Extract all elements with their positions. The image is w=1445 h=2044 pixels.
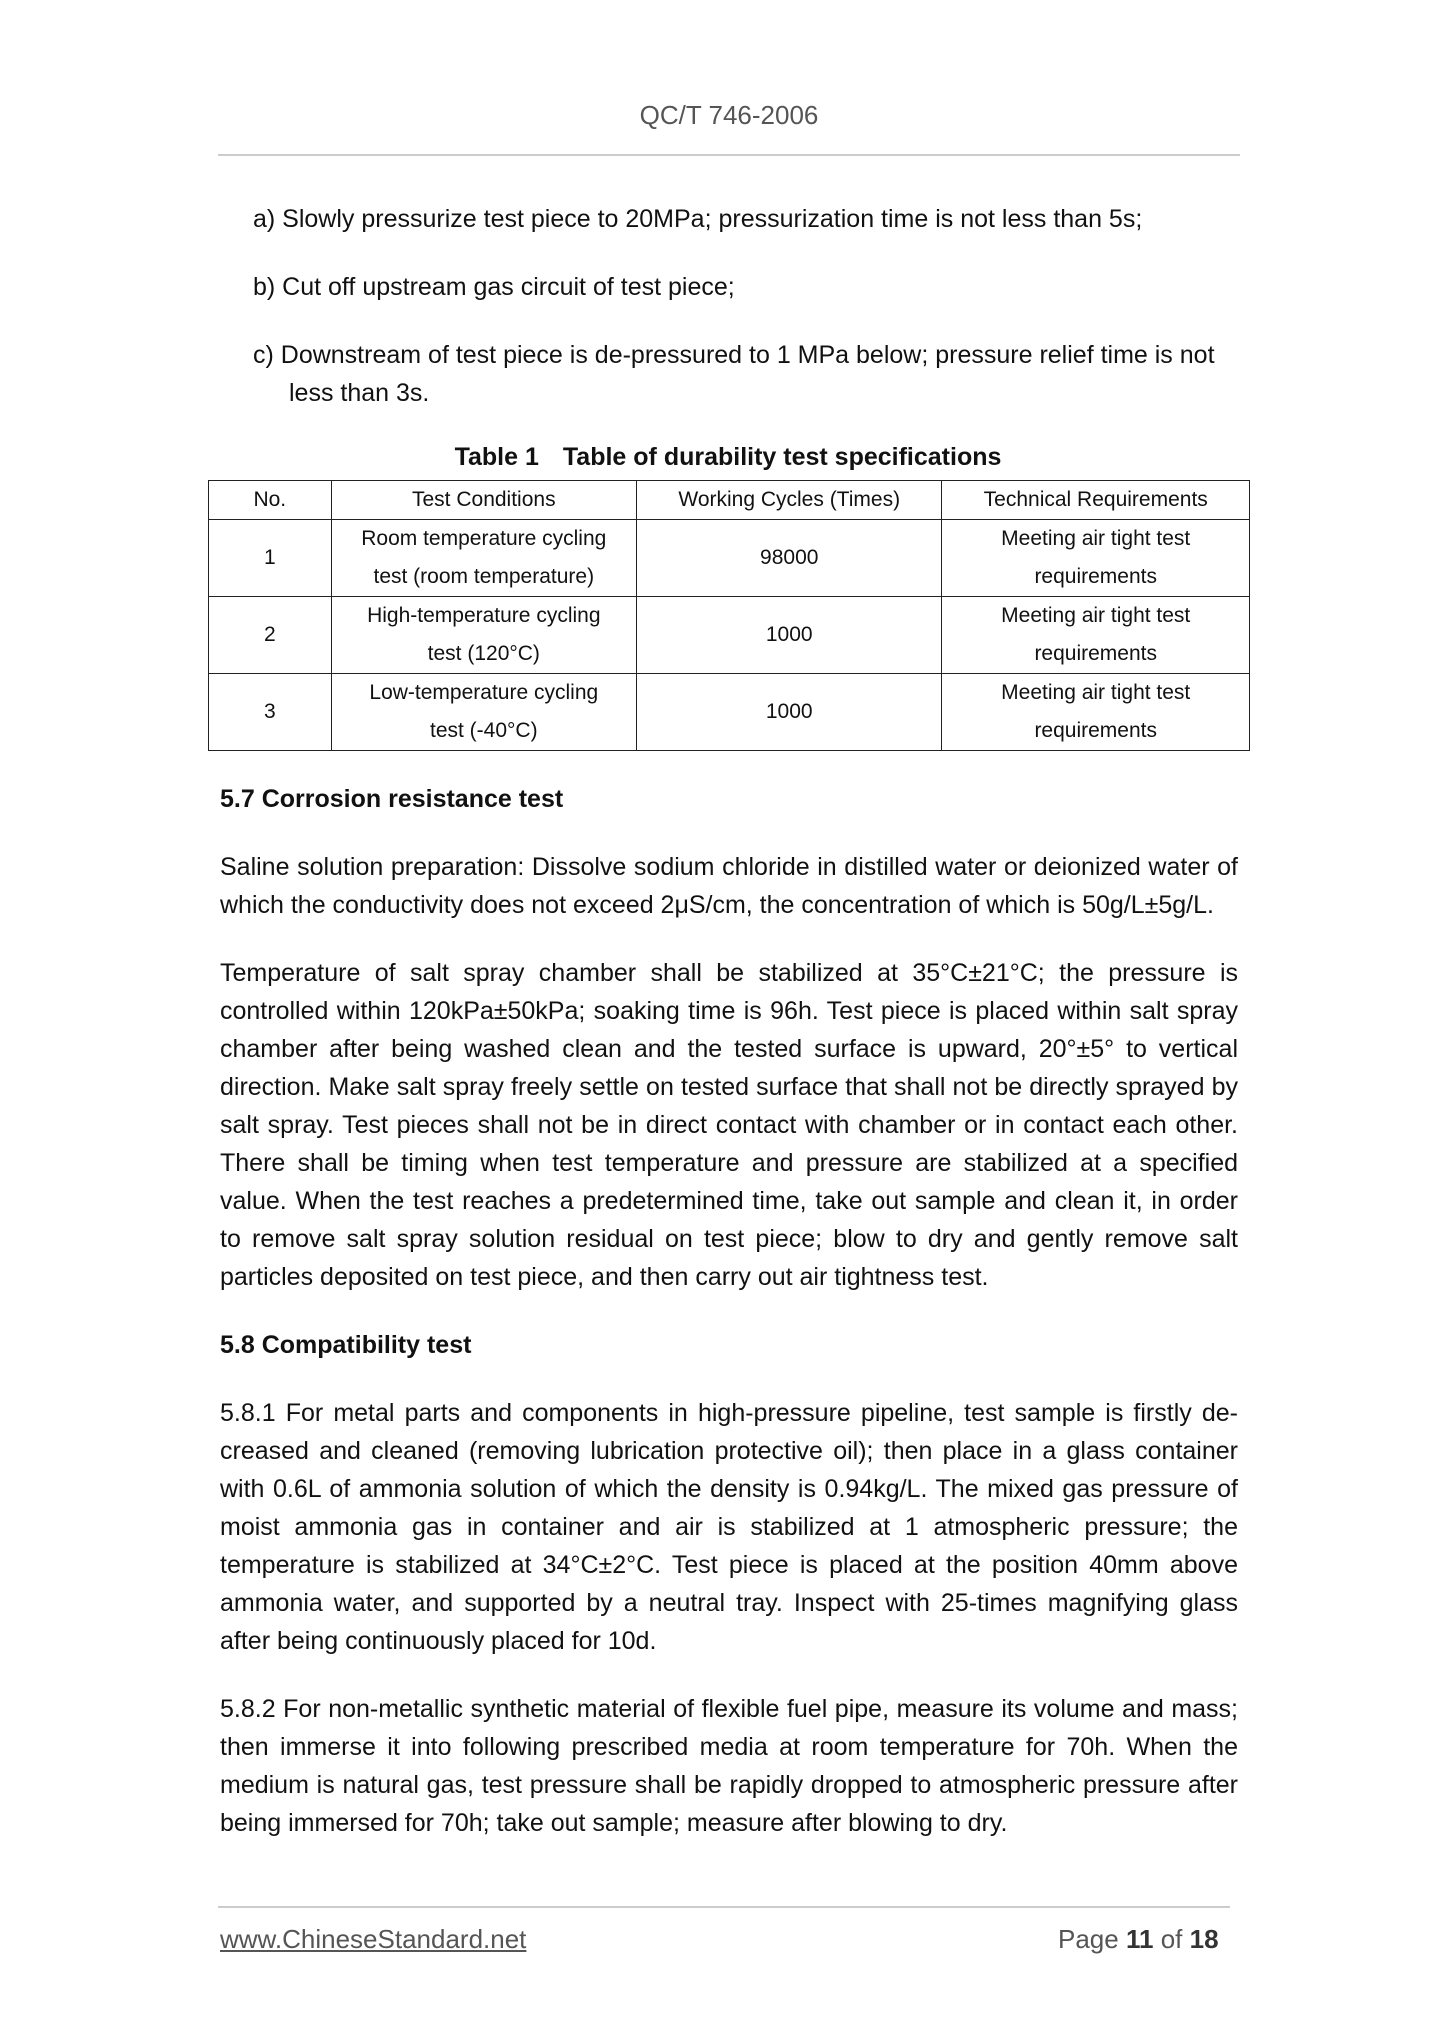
cell-requirements	[942, 674, 1250, 751]
cell-requirements	[942, 597, 1250, 674]
cell-no: 2	[209, 597, 332, 674]
step-c: c) Downstream of test piece is de-pressured to 1 MPa below; pressure relief time is not less than 3s.	[253, 341, 1215, 407]
of-word: of	[1160, 1924, 1183, 1954]
cell-line: Meeting air tight test	[1001, 681, 1191, 704]
page-indicator	[1058, 1924, 1219, 1955]
paragraph-non-metallic: 5.8.2 For non-metallic synthetic material of flexible fuel pipe, measure its volume and mass; then immerse it into following prescribed media at room temperature for 70h. When the medium is natural gas, test pressure shall be rapidly dropped to atmospheric pressure after being immersed for 70h; take out sample; measure after blowing to dry.	[220, 1695, 1238, 1837]
cell-line: High-temperature cycling	[367, 604, 601, 627]
cell-no: 3	[209, 674, 332, 751]
cell-line: requirements	[1034, 565, 1157, 588]
table-caption-text: Table of durability test specifications	[562, 443, 1002, 471]
cell-line: Low-temperature cycling	[369, 681, 599, 704]
paragraph-salt-spray: Temperature of salt spray chamber shall be stabilized at 35°C±21°C; the pressure is controlled within 120kPa±50kPa; soaking time is 96h. Test piece is placed within salt spray chamber after being washed clean and the tested surface is upward, 20°±5° to vertical direction. Make salt spray freely settle on tested surface that shall not be directly sprayed by salt spray. Test pieces shall not be in direct contact with chamber or in contact each other. There shall be timing when test temperature and pressure are stabilized at a specified value. When the test reaches a predetermined time, take out sample and clean it, in order to remove salt spray solution residual on test piece; blow to dry and gently remove salt particles deposited on test piece, and then carry out air tightness test.	[220, 959, 1238, 1291]
cell-cycles: 98000	[637, 520, 942, 597]
cell-conditions	[331, 597, 636, 674]
cell-requirements	[942, 520, 1250, 597]
step-a: a) Slowly pressurize test piece to 20MPa; pressurization time is not less than 5s;	[253, 205, 1143, 233]
header-divider	[218, 154, 1240, 156]
col-header-cycles: Working Cycles (Times)	[637, 481, 942, 520]
table-header-row	[209, 481, 1250, 520]
page-word: Page	[1058, 1924, 1119, 1954]
cell-line: test (room temperature)	[373, 565, 595, 588]
cell-line: requirements	[1034, 719, 1157, 742]
paragraph-saline-preparation: Saline solution preparation: Dissolve sodium chloride in distilled water or deionized water of which the conductivity does not exceed 2μS/cm, the concentration of which is 50g/L±5g/L.	[220, 853, 1238, 919]
cell-line: test (120°C)	[427, 642, 540, 665]
step-b: b) Cut off upstream gas circuit of test piece;	[253, 273, 735, 301]
table-row	[209, 674, 1250, 751]
page-header-title: QC/T 746-2006	[639, 100, 819, 130]
cell-line: Meeting air tight test	[1001, 527, 1191, 550]
table-label: Table 1	[454, 443, 539, 471]
cell-line: Room temperature cycling	[361, 527, 607, 550]
cell-line: test (-40°C)	[430, 719, 538, 742]
cell-no: 1	[209, 520, 332, 597]
col-header-no: No.	[209, 481, 332, 520]
durability-spec-table	[208, 480, 1250, 751]
main-content	[220, 780, 1238, 1872]
cell-line: Meeting air tight test	[1001, 604, 1191, 627]
cell-conditions	[331, 520, 636, 597]
section-heading-corrosion: 5.7 Corrosion resistance test	[220, 785, 564, 813]
procedure-steps	[253, 200, 1238, 442]
col-header-requirements: Technical Requirements	[942, 481, 1250, 520]
cell-cycles: 1000	[637, 597, 942, 674]
cell-cycles: 1000	[637, 674, 942, 751]
col-header-conditions: Test Conditions	[331, 481, 636, 520]
table-caption	[208, 443, 1248, 472]
cell-line: requirements	[1034, 642, 1157, 665]
table-row	[209, 597, 1250, 674]
footer-divider	[218, 1906, 1230, 1908]
cell-conditions	[331, 674, 636, 751]
page-total: 18	[1189, 1924, 1219, 1954]
section-heading-compatibility: 5.8 Compatibility test	[220, 1331, 472, 1359]
website-link[interactable]: www.ChineseStandard.net	[220, 1924, 527, 1954]
table-row	[209, 520, 1250, 597]
paragraph-metal-parts: 5.8.1 For metal parts and components in high-pressure pipeline, test sample is firstly de-creased and cleaned (removing lubrication protective oil); then place in a glass container with 0.6L of ammonia solution of which the density is 0.94kg/L. The mixed gas pressure of moist ammonia gas in container and air is stabilized at 1 atmospheric pressure; the temperature is stabilized at 34°C±2°C. Test piece is placed at the position 40mm above ammonia water, and supported by a neutral tray. Inspect with 25-times magnifying glass after being continuously placed for 10d.	[220, 1399, 1238, 1655]
page-number: 11	[1125, 1924, 1154, 1954]
